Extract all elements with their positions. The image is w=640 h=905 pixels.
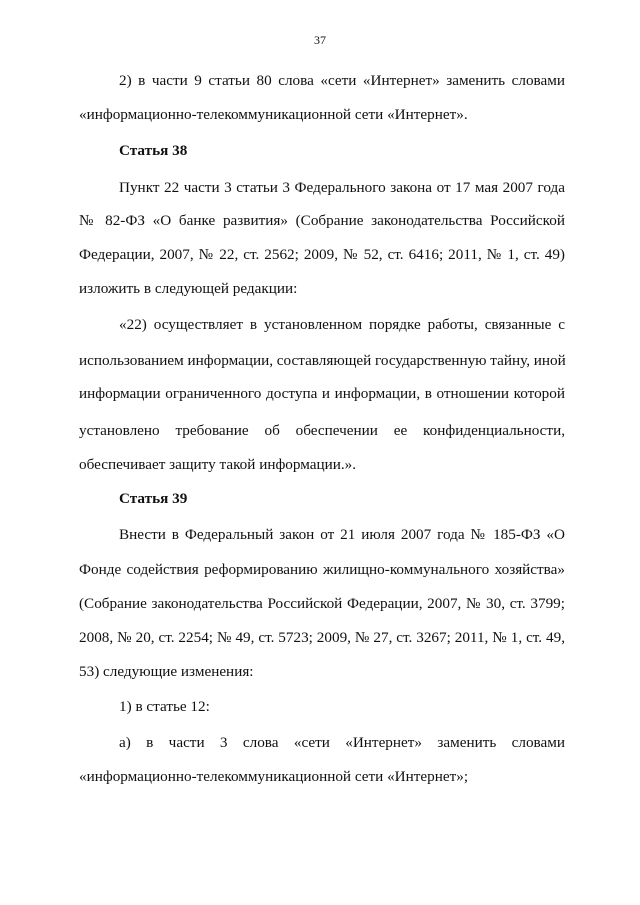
text-line: 1) в статье 12: — [119, 698, 210, 715]
text-line: № 82-ФЗ «О банке развития» (Собрание законодательства Российской — [79, 212, 565, 229]
text-line: «22) осуществляет в установленном порядке работы, связанные с — [119, 316, 565, 333]
text-line: а) в части 3 слова «сети «Интернет» заменить словами — [119, 734, 565, 751]
text-line: использованием информации, составляющей государственную тайну, иной — [79, 352, 566, 369]
text-line: информации ограниченного доступа и информации, в отношении которой — [79, 385, 565, 402]
article-heading: Статья 39 — [119, 490, 188, 507]
text-line: 2008, № 20, ст. 2254; № 49, ст. 5723; 2009, № 27, ст. 3267; 2011, № 1, ст. 49, — [79, 629, 565, 646]
text-line: (Собрание законодательства Российской Федерации, 2007, № 30, ст. 3799; — [79, 595, 565, 612]
text-line: обеспечивает защиту такой информации.». — [79, 456, 357, 473]
page-number: 37 — [314, 33, 326, 47]
text-line: «информационно-телекоммуникационной сети «Интернет»; — [79, 768, 469, 785]
text-line: 2) в части 9 статьи 80 слова «сети «Интернет» заменить словами — [119, 72, 565, 89]
text-line: установлено требование об обеспечении ее конфиденциальности, — [79, 422, 565, 439]
text-line: Пункт 22 части 3 статьи 3 Федерального закона от 17 мая 2007 года — [119, 179, 565, 196]
text-line: Фонде содействия реформированию жилищно-коммунального хозяйства» — [79, 561, 565, 578]
text-line: изложить в следующей редакции: — [79, 280, 298, 297]
text-line: «информационно-телекоммуникационной сети «Интернет». — [79, 106, 468, 123]
text-line: Федерации, 2007, № 22, ст. 2562; 2009, № 52, ст. 6416; 2011, № 1, ст. 49) — [79, 246, 565, 263]
text-line: Внести в Федеральный закон от 21 июля 2007 года № 185-ФЗ «О — [119, 526, 565, 543]
article-heading: Статья 38 — [119, 142, 188, 159]
text-line: 53) следующие изменения: — [79, 663, 254, 680]
